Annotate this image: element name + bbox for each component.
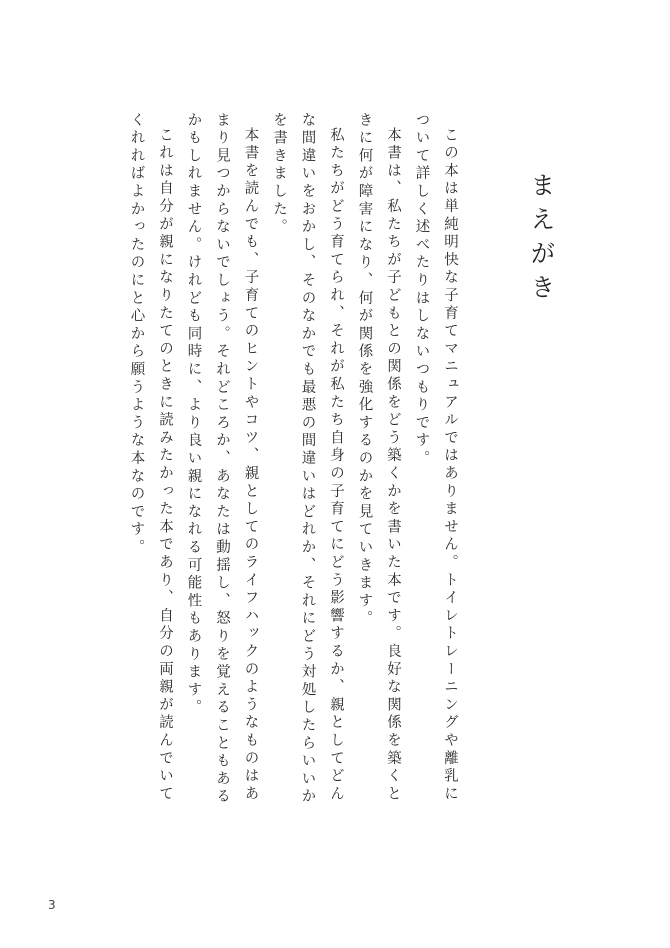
paragraph: 本書を読んでも、子育てのヒントやコツ、親としてのライフハックのようなものはあまり見つからないでしょう。それどころか、あなたは動揺し、怒りを覚えることもあるかもしれません。けれども同時に、より良い親になれる可能性もあります。	[185, 112, 259, 807]
paragraph: 私たちがどう育てられ、それが私たち自身の子育てにどう影響するか、親としてどんな間違いをおかし、そのなかでも最悪の間違いはどれか、それにどう対処したらいいかを書きました。	[271, 112, 344, 807]
body-text	[128, 112, 464, 812]
paragraph: これは自分が親になりたてのときに読みたかった本であり、自分の両親が読んでいてくれればよかったのにと心から願うような本なのです。	[128, 112, 173, 803]
page-number: 3	[48, 898, 56, 912]
paragraph: 本書は、私たちが子どもとの関係をどう築くかを書いた本です。良好な関係を築くときに何が障害になり、何が関係を強化するのかを見ていきます。	[356, 112, 401, 803]
paragraph: この本は単純明快な子育てマニュアルではありません。トイレトレーニングや離乳について詳しく述べたりはしないつもりです。	[413, 112, 458, 803]
page-title: まえがき	[527, 172, 556, 308]
